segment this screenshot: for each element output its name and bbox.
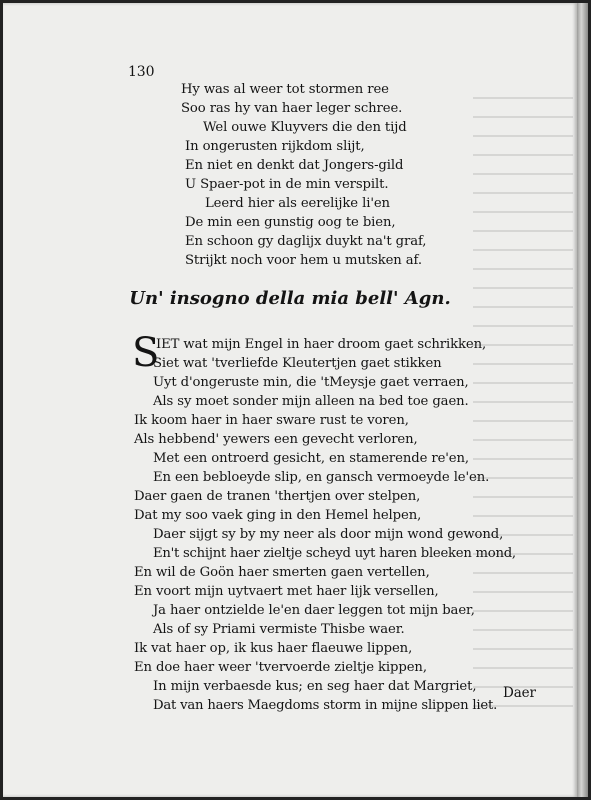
verse-line: Leerd hier als eerelijke li'en xyxy=(205,196,390,211)
verse-line: En't schijnt haer zieltje scheyd uyt haren bleeken mond, xyxy=(153,546,516,561)
verse-line: Ik vat haer op, ik kus haer flaeuwe lippen, xyxy=(134,641,413,656)
verse-line: En schoon gy daglijx duykt na't graf, xyxy=(185,234,427,249)
verse-line: En wil de Goön haer smerten gaen vertellen, xyxy=(134,565,430,580)
verse-line: Dat my soo vaek ging in den Hemel helpen, xyxy=(134,508,422,523)
verse-line: Als hebbend' yewers een gevecht verloren, xyxy=(134,432,418,447)
verse-line: Als sy moet sonder mijn alleen na bed toe gaen. xyxy=(153,394,469,409)
verse-line: De min een gunstig oog te bien, xyxy=(185,215,396,230)
verse-line: In ongerusten rijkdom slijt, xyxy=(185,139,365,154)
verse-line: IET wat mijn Engel in haer droom gaet schrikken, xyxy=(156,337,487,352)
verse-line: En een bebloeyde slip, en gansch vermoeyde le'en. xyxy=(153,470,490,485)
verse-line: Uyt d'ongeruste min, die 'tMeysje gaet verraen, xyxy=(153,375,469,390)
verse-line: Daer sijgt sy by my neer als door mijn wond gewond, xyxy=(153,527,504,542)
verse-line: Wel ouwe Kluyvers die den tijd xyxy=(203,120,407,135)
verse-line: Daer gaen de tranen 'thertjen over stelpen, xyxy=(134,489,421,504)
verse-line: Met een ontroerd gesicht, en stamerende re'en, xyxy=(153,451,469,466)
verse-line: Dat van haers Maegdoms storm in mijne slippen liet. xyxy=(153,698,498,713)
catchword: Daer xyxy=(503,685,536,701)
song-title: Un' insogno della mia bell' Agn. xyxy=(129,288,451,309)
verse-line: Als of sy Priami vermiste Thisbe waer. xyxy=(153,622,405,637)
verse-line: In mijn verbaesde kus; en seg haer dat Margriet, xyxy=(153,679,477,694)
verse-line: U Spaer-pot in de min verspilt. xyxy=(185,177,389,192)
drop-cap: S xyxy=(132,330,160,376)
verse-line: En doe haer weer 'tvervoerde zieltje kippen, xyxy=(134,660,427,675)
page-number: 130 xyxy=(128,64,155,80)
verse-line: En voort mijn uytvaert met haer lijk versellen, xyxy=(134,584,439,599)
verse-line: En niet en denkt dat Jongers-gild xyxy=(185,158,404,173)
verse-line: Ja haer ontzielde le'en daer leggen tot mijn baer, xyxy=(153,603,475,618)
verse-line: Soo ras hy van haer leger schree. xyxy=(181,101,403,116)
verse-line: Strijkt noch voor hem u mutsken af. xyxy=(185,253,422,268)
book-page xyxy=(3,3,577,797)
verse-line: Siet wat 'tverliefde Kleutertjen gaet stikken xyxy=(153,356,442,371)
verse-line: Hy was al weer tot stormen ree xyxy=(181,82,389,97)
show-through-text xyxy=(473,88,573,708)
page-edge xyxy=(577,3,588,797)
verse-line: Ik koom haer in haer sware rust te voren, xyxy=(134,413,409,428)
